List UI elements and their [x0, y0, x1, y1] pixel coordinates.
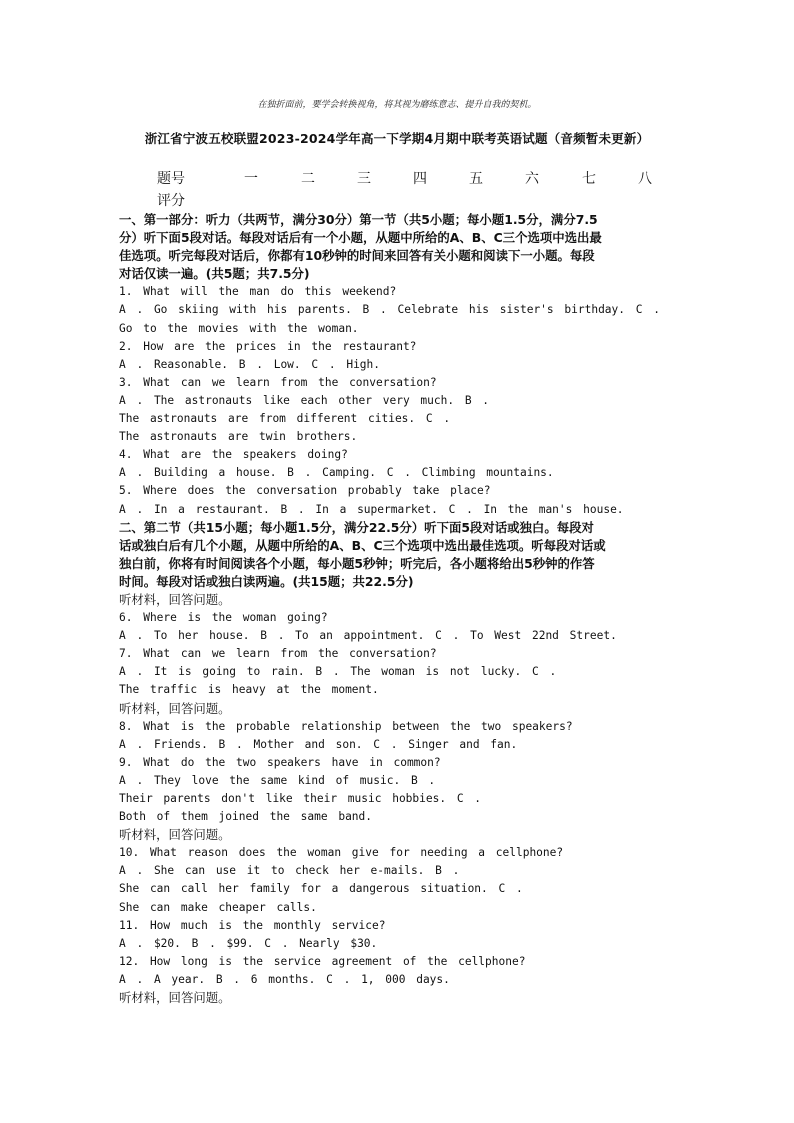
section1-questions — [119, 283, 679, 518]
question-group-2 — [119, 718, 679, 827]
motto-text: 在独折面前，要学会转换视角，将其视为磨练意志、提升自我的契机。 — [257, 100, 537, 110]
score-col-3: 三 — [357, 171, 371, 187]
score-table-header — [157, 168, 677, 188]
listen-prompt: 听材料，回答问题。 — [119, 827, 231, 843]
question-line: A . $20. B . $99. C . Nearly $30. — [119, 936, 378, 950]
score-col-2: 二 — [301, 171, 315, 187]
listen-prompt: 听材料，回答问题。 — [119, 591, 231, 607]
question-line: 11. How much is the monthly service? — [119, 918, 386, 932]
question-line: A . A year. B . 6 months. C . 1, 000 days. — [119, 972, 450, 986]
question-line: 3. What can we learn from the conversation? — [119, 375, 437, 389]
score-col-1: 一 — [244, 171, 258, 187]
document-title: 浙江省宁波五校联盟2023-2024学年高一下学期4月期中联考英语试题（音频暂未更新） — [144, 131, 650, 146]
section1-intro-line: 一、第一部分：听力（共两节，满分30分）第一节（共5小题；每小题1.5分，满分7.5 — [119, 212, 598, 227]
score-col-5: 五 — [469, 171, 483, 187]
question-line: 4. What are the speakers doing? — [119, 448, 348, 462]
question-group-3 — [119, 844, 679, 989]
question-line: 5. Where does the conversation probably take place? — [119, 484, 491, 498]
question-line: 8. What is the probable relationship between the two speakers? — [119, 719, 573, 733]
question-line: The traffic is heavy at the moment. — [119, 683, 379, 697]
question-line: A . Friends. B . Mother and son. C . Singer and fan. — [119, 737, 518, 751]
section2-intro-line: 二、第二节（共15小题；每小题1.5分，满分22.5分）听下面5段对话或独白。每段对 — [119, 519, 594, 535]
question-line: A . To her house. B . To an appointment. C . To West 22nd Street. — [119, 629, 617, 643]
section2-intro — [119, 519, 679, 591]
question-line: A . It is going to rain. B . The woman is not lucky. C . — [119, 665, 557, 679]
listen-prompt: 听材料，回答问题。 — [119, 990, 231, 1006]
question-line: A . Reasonable. B . Low. C . High. — [119, 357, 381, 371]
section1-intro-line: 对话仅读一遍。(共5题；共7.5分) — [119, 266, 310, 282]
question-line: A . She can use it to check her e-mails. B . — [119, 864, 460, 878]
listen-prompt: 听材料，回答问题。 — [119, 700, 231, 716]
question-line: Go to the movies with the woman. — [119, 321, 359, 335]
section2-intro-line: 独白前，你将有时间阅读各个小题，每小题5秒钟；听完后，各小题将给出5秒钟的作答 — [119, 555, 595, 571]
question-line: 2. How are the prices in the restaurant? — [119, 339, 417, 353]
question-line: A . Go skiing with his parents. B . Celebrate his sister's birthday. C . — [119, 303, 660, 317]
question-line: A . The astronauts like each other very much. B . — [119, 393, 490, 407]
question-line: She can make cheaper calls. — [119, 900, 317, 914]
score-col-4: 四 — [413, 171, 427, 187]
question-line: 7. What can we learn from the conversation? — [119, 647, 437, 661]
question-line: A . They love the same kind of music. B . — [119, 773, 436, 787]
score-table-label-number: 题号 — [157, 171, 185, 187]
question-line: A . In a restaurant. B . In a supermarket. C . In the man's house. — [119, 502, 624, 516]
question-line: 12. How long is the service agreement of the cellphone? — [119, 954, 526, 968]
question-line: 6. Where is the woman going? — [119, 611, 328, 625]
question-line: Their parents don't like their music hobbies. C . — [119, 792, 482, 805]
question-line: A . Building a house. B . Camping. C . Climbing mountains. — [119, 466, 554, 480]
score-col-6: 六 — [525, 171, 539, 187]
question-line: 9. What do the two speakers have in common? — [119, 755, 441, 769]
section1-intro-line: 分）听下面5段对话。每段对话后有一个小题，从题中所给的A、B、C三个选项中选出最 — [119, 230, 602, 246]
section1-intro-line: 佳选项。听完每段对话后，你都有10秒钟的时间来回答有关小题和阅读下一小题。每段 — [119, 248, 595, 264]
score-table-label-score: 评分 — [157, 193, 185, 209]
score-col-7: 七 — [582, 171, 596, 187]
score-col-8: 八 — [638, 171, 652, 187]
question-group-1 — [119, 609, 679, 699]
section2-intro-line: 时间。每段对话或独白读两遍。(共15题；共22.5分) — [119, 573, 414, 589]
question-line: She can call her family for a dangerous situation. C . — [119, 882, 523, 896]
section2-intro-line: 话或独白后有几个小题，从题中所给的A、B、C三个选项中选出最佳选项。听每段对话或 — [119, 537, 606, 553]
question-line: The astronauts are from different cities. C . — [119, 412, 451, 426]
question-line: The astronauts are twin brothers. — [119, 430, 358, 444]
question-line: 10. What reason does the woman give for needing a cellphone? — [119, 846, 564, 860]
question-line: Both of them joined the same band. — [119, 810, 373, 824]
question-line: 1. What will the man do this weekend? — [119, 285, 397, 299]
exam-content — [119, 211, 679, 1007]
section1-intro — [119, 211, 679, 283]
